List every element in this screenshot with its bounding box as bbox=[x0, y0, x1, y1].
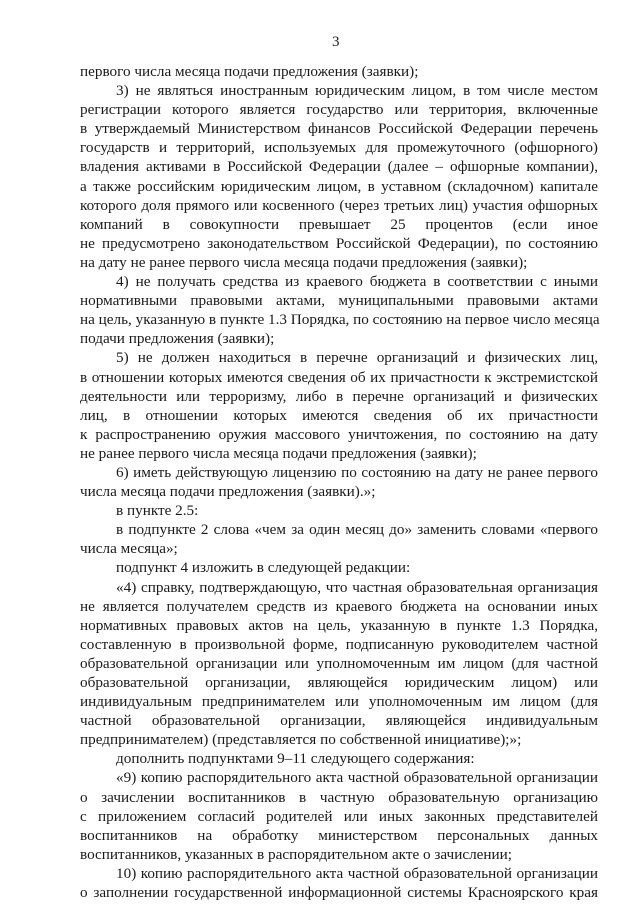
text-line: лиц, в отношении которых имеются сведения об их причастности bbox=[80, 406, 598, 424]
text-line: деятельности или терроризму, либо в перечне организаций и физических bbox=[80, 387, 598, 405]
text-line: «4) справку, подтверждающую, что частная образовательная организация bbox=[116, 578, 598, 596]
text-line: в подпункте 2 слова «чем за один месяц до» заменить словами «первого bbox=[116, 521, 598, 539]
text-line: индивидуальным предпринимателем или уполномоченным им лицом (для bbox=[80, 693, 598, 711]
text-line: «9) копию распорядительного акта частной образовательной организации bbox=[116, 769, 598, 787]
text-line: 3) не являться иностранным юридическим лицом, в том числе местом bbox=[116, 82, 598, 100]
text-line: воспитанников, указанных в распорядительном акте о зачислении; bbox=[80, 845, 512, 863]
text-line: а также российским юридическим лицом, в уставном (складочном) капитале bbox=[80, 177, 598, 195]
document-body bbox=[80, 62, 598, 902]
text-line: 10) копию распорядительного акта частной образовательной организации bbox=[116, 864, 598, 882]
text-line: дополнить подпунктами 9–11 следующего содержания: bbox=[116, 750, 475, 768]
text-line: числа месяца»; bbox=[80, 540, 178, 558]
text-line: образовательной организации или уполномоченным им лицом (для частной bbox=[80, 654, 598, 672]
text-line: предпринимателем) (представляется по собственной инициативе);»; bbox=[80, 731, 522, 749]
text-line: нормативных правовых актов на цель, указанную в пункте 1.3 Порядка, bbox=[80, 616, 598, 634]
text-line: компаний в совокупности превышает 25 процентов (если иное bbox=[80, 215, 598, 233]
text-line: подачи предложения (заявки); bbox=[80, 330, 275, 348]
text-line: образовательной организации, являющейся юридическим лицом) или bbox=[80, 674, 598, 691]
text-line: о заполнении государственной информационной системы Красноярского края bbox=[80, 884, 598, 902]
text-line: не является получателем средств из краевого бюджета на основании иных bbox=[80, 597, 598, 615]
text-line: к распространению оружия массового уничтожения, по состоянию на дату bbox=[80, 425, 598, 443]
text-line: на цель, указанную в пункте 1.3 Порядка, по состоянию на первое число месяца bbox=[80, 311, 600, 329]
text-line: в утверждаемый Министерством финансов Российской Федерации перечень bbox=[80, 120, 598, 138]
text-line: не предусмотрено законодательством Российской Федерации), по состоянию bbox=[80, 234, 598, 252]
text-line: владения активами в Российской Федерации (далее – офшорные компании), bbox=[80, 158, 598, 176]
text-line: 4) не получать средства из краевого бюджета в соответствии с иными bbox=[116, 273, 598, 291]
text-line: воспитанников на обработку министерством персональных данных bbox=[80, 826, 598, 844]
text-line: составленную в произвольной форме, подписанную руководителем частной bbox=[80, 635, 598, 653]
text-line: в отношении которых имеются сведения об их причастности к экстремистской bbox=[80, 368, 598, 386]
text-line: 5) не должен находиться в перечне организаций и физических лиц, bbox=[116, 349, 598, 367]
text-line: о зачислении воспитанников в частную образовательную организацию bbox=[80, 788, 598, 806]
text-line: на дату не ранее первого числа месяца подачи предложения (заявки); bbox=[80, 253, 528, 271]
text-line: первого числа месяца подачи предложения (заявки); bbox=[80, 63, 419, 80]
text-line: с приложением согласий родителей или иных законных представителей bbox=[80, 807, 598, 825]
text-line: не ранее первого числа месяца подачи предложения (заявки); bbox=[80, 444, 477, 462]
text-line: нормативными правовыми актами, муниципальными правовыми актами bbox=[80, 292, 598, 310]
text-line: подпункт 4 изложить в следующей редакции: bbox=[116, 559, 411, 577]
page-number: 3 bbox=[332, 34, 340, 50]
text-line: 6) иметь действующую лицензию по состоянию на дату не ранее первого bbox=[116, 463, 598, 481]
text-line: частной образовательной организации, являющейся индивидуальным bbox=[80, 712, 598, 730]
text-line: которого доля прямого или косвенного (через третьих лиц) участия офшорных bbox=[80, 196, 598, 214]
text-line: числа месяца подачи предложения (заявки).»; bbox=[80, 483, 376, 501]
text-line: регистрации которого является государство или территория, включенные bbox=[80, 101, 598, 119]
text-line: в пункте 2.5: bbox=[116, 502, 199, 520]
text-line: государств и территорий, используемых для промежуточного (офшорного) bbox=[80, 139, 598, 157]
